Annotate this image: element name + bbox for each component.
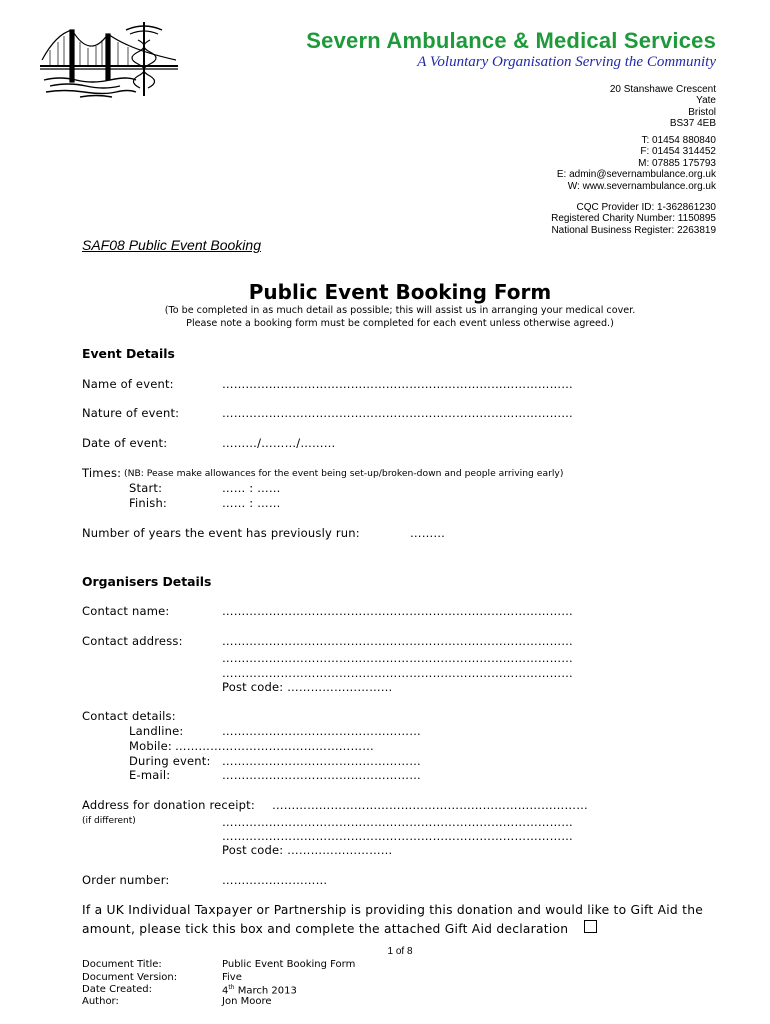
subtitle-line: Please note a booking form must be completed for each event unless otherwise agreed.) — [186, 318, 614, 329]
organisation-tagline: A Voluntary Organisation Serving the Community — [417, 54, 716, 70]
email: E: admin@severnambulance.org.uk — [556, 169, 716, 181]
contact-name-label: Contact name: — [82, 604, 170, 618]
donation-address-field[interactable]: ……………………………………………………………………………… — [222, 829, 573, 843]
during-event-label: During event: — [129, 754, 211, 768]
business-register: National Business Register: 2263819 — [551, 224, 716, 236]
contact-address-field[interactable]: ……………………………………………………………………………… — [222, 651, 573, 665]
contact-details-label: Contact details: — [82, 709, 176, 723]
times-note: (NB: Pease make allowances for the event being set-up/broken-down and people arriving early) — [124, 468, 564, 479]
years-run-field[interactable]: ……… — [410, 526, 446, 540]
address-line: Yate — [696, 95, 716, 107]
date-suffix: th — [228, 984, 235, 991]
order-number-label: Order number: — [82, 873, 170, 887]
if-different-note: (if different) — [82, 816, 136, 826]
website: W: www.severnambulance.org.uk — [567, 180, 716, 192]
date-rest: March 2013 — [234, 985, 297, 997]
mobile-label: Mobile: — [129, 739, 172, 753]
cqc-provider-id: CQC Provider ID: 1-362861230 — [576, 202, 716, 213]
organisation-name: Severn Ambulance & Medical Services — [306, 28, 716, 53]
times-label: Times: — [82, 466, 122, 480]
registration-info — [551, 202, 716, 236]
footer-value: Five — [222, 972, 242, 983]
event-nature-field[interactable]: ……………………………………………………………………………… — [222, 406, 573, 420]
donation-address-field[interactable]: ……………………………………………………………………………… — [222, 815, 573, 829]
start-time-field[interactable]: …… : …… — [222, 481, 281, 495]
event-date-field[interactable]: ………/………/……… — [222, 436, 336, 450]
form-code: SAF08 Public Event Booking — [82, 237, 261, 253]
fax: F: 01454 314452 — [640, 146, 716, 158]
start-time-label: Start: — [129, 481, 163, 495]
contact-address-label: Contact address: — [82, 634, 183, 648]
donation-address-label: Address for donation receipt: — [82, 798, 255, 812]
postal-address — [610, 84, 716, 130]
telephone: T: 01454 880840 — [641, 135, 716, 146]
event-date-label: Date of event: — [82, 436, 168, 450]
finish-time-label: Finish: — [129, 496, 168, 510]
gift-aid-text: If a UK Individual Taxpayer or Partnership is providing this donation and would like to Gift Aid the — [82, 903, 704, 917]
event-name-label: Name of event: — [82, 377, 174, 391]
contact-address-field[interactable]: ……………………………………………………………………………… — [222, 666, 573, 680]
years-run-label: Number of years the event has previously run: — [82, 526, 360, 540]
email-field[interactable]: …………………………………………… — [222, 768, 421, 782]
mobile: M: 07885 175793 — [638, 157, 716, 169]
page-number: 1 of 8 — [387, 946, 413, 957]
during-event-field[interactable]: …………………………………………… — [222, 754, 421, 768]
contact-address-field[interactable]: ……………………………………………………………………………… — [222, 634, 573, 648]
email-label: E-mail: — [129, 768, 171, 782]
event-nature-label: Nature of event: — [82, 406, 180, 420]
gift-aid-text: amount, please tick this box and complete the attached Gift Aid declaration — [82, 922, 569, 936]
order-number-field[interactable]: ……………………… — [222, 873, 328, 887]
contact-info — [557, 135, 716, 192]
finish-time-field[interactable]: …… : …… — [222, 496, 281, 510]
event-name-field[interactable]: ……………………………………………………………………………… — [222, 377, 573, 391]
date-day: 4 — [222, 985, 229, 997]
contact-postcode-field[interactable]: Post code: ……………………… — [222, 680, 393, 694]
event-details-heading: Event Details — [82, 346, 175, 361]
gift-aid-checkbox[interactable] — [584, 920, 597, 933]
subtitle-line: (To be completed in as much detail as possible; this will assist us in arranging your medical cover. — [164, 305, 636, 316]
bridge-caduceus-logo-icon — [40, 20, 180, 100]
footer-label: Date Created: — [82, 984, 153, 995]
footer-value: Public Event Booking Form — [222, 959, 356, 970]
footer-label: Document Title: — [82, 959, 162, 970]
page-title: Public Event Booking Form — [248, 280, 552, 304]
address-line: BS37 4EB — [669, 118, 716, 130]
charity-number: Registered Charity Number: 1150895 — [551, 213, 716, 225]
donation-postcode-field[interactable]: Post code: ……………………… — [222, 843, 393, 857]
landline-label: Landline: — [129, 724, 184, 738]
address-line: 20 Stanshawe Crescent — [609, 84, 716, 95]
landline-field[interactable]: …………………………………………… — [222, 724, 421, 738]
footer-value: Jon Moore — [222, 996, 272, 1007]
address-line: Bristol — [688, 106, 716, 118]
footer-label: Document Version: — [82, 972, 178, 983]
mobile-field[interactable]: …………………………………………… — [175, 739, 374, 753]
organisers-details-heading: Organisers Details — [82, 574, 212, 589]
footer-label: Author: — [82, 996, 119, 1007]
contact-name-field[interactable]: ……………………………………………………………………………… — [222, 604, 573, 618]
donation-address-field[interactable]: ……………………………………………………………………… — [272, 798, 588, 812]
footer-value — [222, 984, 297, 996]
